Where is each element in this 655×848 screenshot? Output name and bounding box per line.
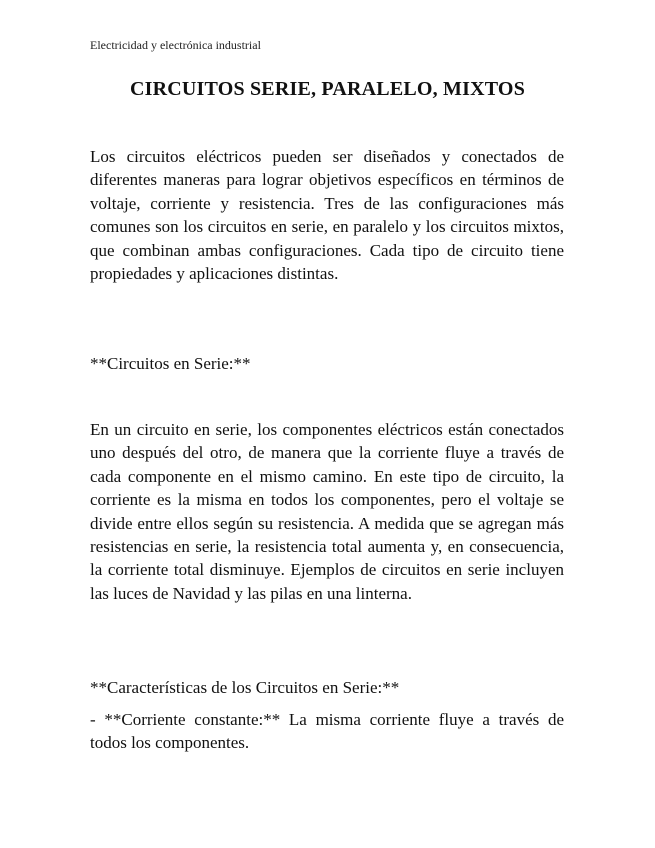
series-circuits-heading: **Circuitos en Serie:**	[90, 354, 251, 373]
constant-current-list-item: - **Corriente constante:** La misma corriente fluye a través de todos los componentes.	[90, 710, 564, 753]
series-circuits-paragraph: En un circuito en serie, los componentes eléctricos están conectados uno después del otro, de manera que la corriente fluye a través de cada componente en el mismo camino. En este tipo de circuito, la corriente es la misma en todos los componentes, pero el voltaje se divide entre ellos según su resistencia. A medida que se agregan más resistencias en serie, la resistencia total aumenta y, en consecuencia, la corriente total disminuye. Ejemplos de circuitos en serie incluyen las luces de Navidad y las pilas en una linterna.	[90, 420, 564, 603]
page-title: CIRCUITOS SERIE, PARALELO, MIXTOS	[129, 78, 526, 100]
intro-paragraph: Los circuitos eléctricos pueden ser diseñados y conectados de diferentes maneras para lograr objetivos específicos en términos de voltaje, corriente y resistencia. Tres de las configuraciones más comunes son los circuitos en serie, en paralelo y los circuitos mixtos, que combinan ambas configuraciones. Cada tipo de circuito tiene propiedades y aplicaciones distintas.	[90, 147, 564, 284]
running-header: Electricidad y electrónica industrial	[90, 38, 261, 52]
series-characteristics-heading: **Características de los Circuitos en Serie:**	[90, 678, 400, 697]
